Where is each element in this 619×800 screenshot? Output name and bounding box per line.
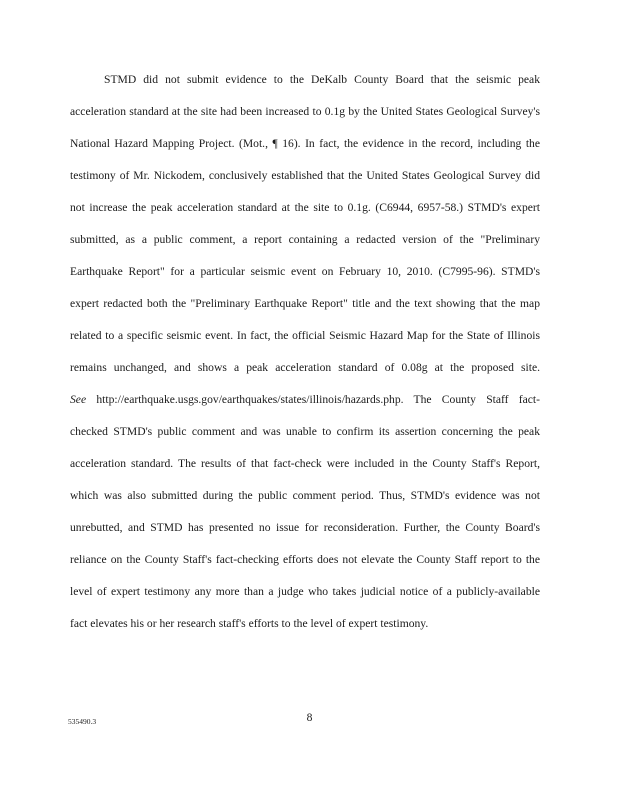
paragraph-line: which was also submitted during the public comment period. Thus, STMD's evidence was not [70, 489, 540, 502]
paragraph-line: expert redacted both the "Preliminary Earthquake Report" title and the text showing that the map [70, 297, 540, 310]
body-paragraph [70, 70, 540, 646]
paragraph-line: reliance on the County Staff's fact-checking efforts does not elevate the County Staff report to the [70, 553, 540, 566]
paragraph-line: not increase the peak acceleration standard at the site to 0.1g. (C6944, 6957-58.) STMD's expert [70, 201, 540, 214]
see-signal: See [70, 393, 87, 406]
paragraph-line-with-citation [70, 390, 540, 422]
paragraph-line: Earthquake Report" for a particular seismic event on February 10, 2010. (C7995-96). STMD's [70, 265, 540, 278]
document-id: 535490.3 [68, 717, 97, 726]
page-number: 8 [306, 711, 313, 724]
paragraph-line: National Hazard Mapping Project. (Mot., ¶ 16). In fact, the evidence in the record, including the [70, 137, 540, 150]
paragraph-line: remains unchanged, and shows a peak acceleration standard of 0.08g at the proposed site. [70, 361, 540, 374]
paragraph-line: acceleration standard at the site had been increased to 0.1g by the United States Geological Survey's [70, 105, 540, 118]
paragraph-line: testimony of Mr. Nickodem, conclusively established that the United States Geological Survey did [70, 169, 540, 182]
paragraph-line: unrebutted, and STMD has presented no issue for reconsideration. Further, the County Board's [70, 521, 540, 534]
paragraph-line: related to a specific seismic event. In fact, the official Seismic Hazard Map for the State of Illinois [70, 329, 540, 342]
paragraph-line: acceleration standard. The results of that fact-check were included in the County Staff's Report, [70, 457, 540, 470]
paragraph-line: level of expert testimony any more than a judge who takes judicial notice of a publicly-available [70, 585, 540, 598]
paragraph-line: submitted, as a public comment, a report containing a redacted version of the "Preliminary [70, 233, 540, 246]
paragraph-line: fact elevates his or her research staff's efforts to the level of expert testimony. [70, 617, 429, 630]
paragraph-line: STMD did not submit evidence to the DeKalb County Board that the seismic peak [104, 73, 540, 86]
citation-url-text: http://earthquake.usgs.gov/earthquakes/states/illinois/hazards.php. The County Staff fact- [96, 393, 540, 406]
paragraph-line: checked STMD's public comment and was unable to confirm its assertion concerning the peak [70, 425, 540, 438]
